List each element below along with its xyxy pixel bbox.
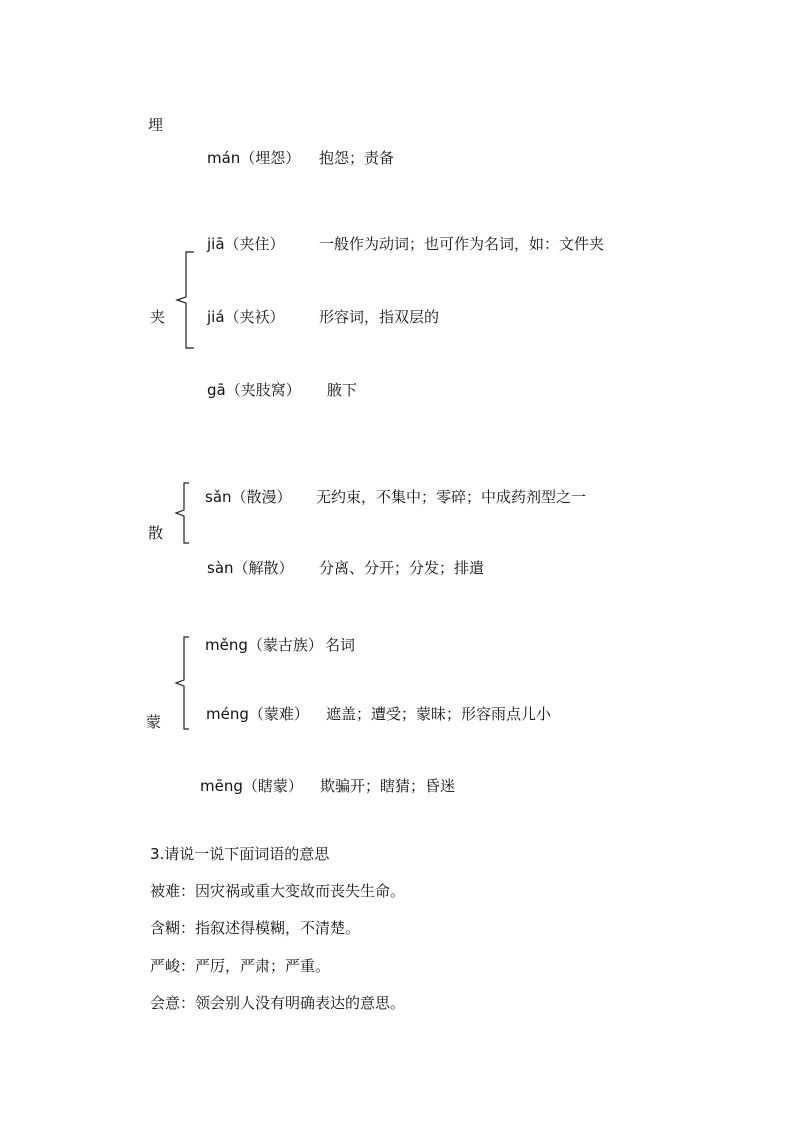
pinyin-meng1: mēng（瞎蒙）: [200, 777, 303, 795]
definition-item: 严峻：严厉，严肃；严重。: [150, 957, 331, 975]
char-san: 散: [148, 524, 164, 542]
meaning-meng3: 名词: [325, 636, 356, 654]
meaning-meng1: 欺骗开；瞎猜；昏迷: [320, 777, 456, 795]
pinyin-ga: gā（夹肢窝）: [207, 381, 301, 399]
pinyin-jia2: jiá（夹袄）: [207, 308, 285, 326]
definition-item: 被难：因灾祸或重大变故而丧失生命。: [150, 882, 406, 900]
brace-san: [172, 478, 202, 548]
definition-item: 会意：领会别人没有明确表达的意思。: [150, 994, 406, 1012]
char-mai: 埋: [148, 116, 164, 134]
meaning-san4: 分离、分开；分发；排遣: [319, 559, 485, 577]
meaning-ga: 腋下: [327, 381, 358, 399]
brace-jia: [172, 240, 202, 355]
char-jia: 夹: [150, 308, 166, 326]
pinyin-jia1: jiā（夹住）: [207, 235, 285, 253]
section3-heading: 3.请说一说下面词语的意思: [150, 845, 330, 863]
meaning-man: 抱怨；责备: [319, 149, 395, 167]
pinyin-man: mán（埋怨）: [207, 149, 301, 167]
meaning-meng2: 遮盖；遭受；蒙昧；形容雨点儿小: [326, 705, 552, 723]
pinyin-san3: sǎn（散漫）: [205, 488, 292, 506]
meaning-jia1: 一般作为动词；也可作为名词，如：文件夹: [319, 235, 605, 253]
char-meng: 蒙: [146, 713, 162, 731]
brace-meng: [172, 632, 202, 734]
pinyin-san4: sàn（解散）: [207, 559, 294, 577]
definition-item: 含糊：指叙述得模糊，不清楚。: [150, 919, 361, 937]
meaning-san3: 无约束，不集中；零碎；中成药剂型之一: [316, 488, 587, 506]
meaning-jia2: 形容词，指双层的: [319, 308, 440, 326]
pinyin-meng2: méng（蒙难）: [206, 705, 309, 723]
pinyin-meng3: měng（蒙古族）: [205, 636, 323, 654]
